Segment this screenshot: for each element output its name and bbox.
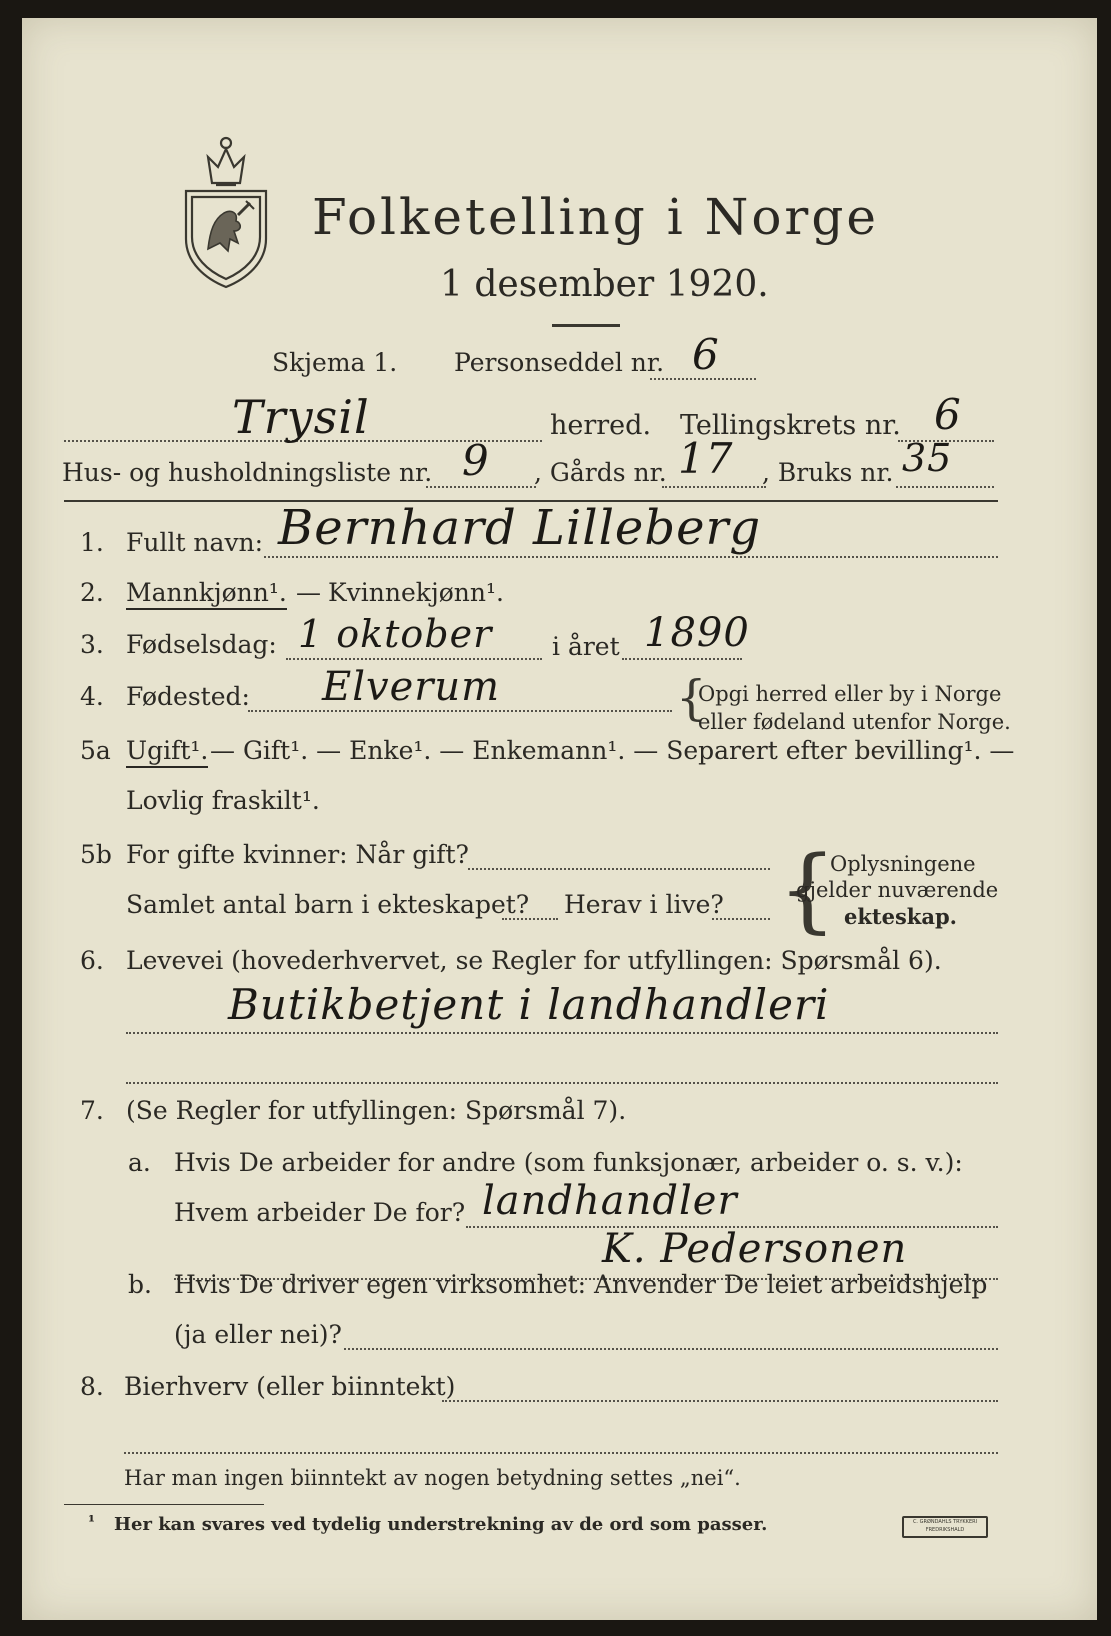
q4-note-brace: {: [676, 670, 707, 726]
schema-label: Skjema 1.: [272, 348, 398, 377]
q3-number: 3.: [80, 630, 104, 659]
q5b-note1: Oplysningene: [830, 852, 976, 876]
form-date: 1 desember 1920.: [440, 264, 769, 305]
q5a-number: 5a: [80, 736, 111, 765]
q7a-line2: Hvem arbeider De for?: [174, 1198, 466, 1227]
q8-dotline-1: [442, 1400, 998, 1402]
herred-value: Trysil: [232, 390, 370, 444]
q7-label: (Se Regler for utfyllingen: Spørsmål 7).: [126, 1096, 627, 1125]
employer-value-1: landhandler: [482, 1178, 738, 1224]
q5a-line2: Lovlig fraskilt¹.: [126, 786, 320, 815]
footnote-rule: [64, 1504, 264, 1505]
form-title: Folketelling i Norge: [312, 188, 879, 246]
bruks-dotline: [896, 486, 994, 488]
gards-dotline: [662, 486, 766, 488]
q4-number: 4.: [80, 682, 104, 711]
q6-number: 6.: [80, 946, 104, 975]
q2-female-option: Kvinnekjønn¹.: [328, 578, 504, 607]
q5b-line1: For gifte kvinner: Når gift?: [126, 840, 469, 869]
q2-male-option: Mannkjønn¹.: [126, 578, 287, 610]
q5b-note2: gjelder nuværende: [796, 878, 999, 902]
bruks-value: 35: [902, 436, 953, 480]
q7b-line2: (ja eller nei)?: [174, 1320, 342, 1349]
q8-label: Bierhverv (eller biinntekt): [124, 1372, 456, 1401]
q8-dotline-2: [124, 1452, 998, 1454]
personseddel-number: 6: [692, 330, 720, 379]
q3-label: Fødselsdag:: [126, 630, 277, 659]
q6-dotline-1: [126, 1032, 998, 1034]
q2-number: 2.: [80, 578, 104, 607]
tellingskrets-value: 6: [934, 390, 962, 439]
q4-label: Fødested:: [126, 682, 250, 711]
husliste-label: Hus- og husholdningsliste nr.: [62, 458, 433, 487]
tellingskrets-label: Tellingskrets nr.: [680, 410, 901, 441]
title-divider: [552, 324, 620, 327]
q1-dotline: [264, 556, 998, 558]
q5b-line2b: Herav i live?: [564, 890, 724, 919]
q4-note-line1: Opgi herred eller by i Norge: [698, 682, 1002, 706]
q5b-number: 5b: [80, 840, 112, 869]
birthday-value: 1 oktober: [298, 612, 493, 656]
q7b-line1: Hvis De driver egen virksomhet: Anvender De leiet arbeidshjelp: [174, 1270, 988, 1299]
census-form-sheet: [22, 18, 1097, 1620]
personseddel-label: Personseddel nr.: [454, 348, 665, 377]
q8-number: 8.: [80, 1372, 104, 1401]
q3-dotline: [286, 658, 542, 660]
q3-year-dotline: [622, 658, 742, 660]
q5b-note3: ekteskap.: [844, 904, 957, 929]
q1-label: Fullt navn:: [126, 528, 264, 557]
q6-label: Levevei (hovederhvervet, se Regler for utfyllingen: Spørsmål 6).: [126, 946, 942, 975]
gards-value: 17: [678, 434, 734, 483]
footnote-mark: ¹: [88, 1512, 96, 1531]
q5a-options: — Gift¹. — Enke¹. — Enkemann¹. — Separert efter bevilling¹. —: [210, 736, 1015, 765]
q2-separator: —: [296, 578, 321, 607]
full-name-value: Bernhard Lilleberg: [278, 500, 762, 556]
q7-number: 7.: [80, 1096, 104, 1125]
q5b-line2a: Samlet antal barn i ekteskapet?: [126, 890, 530, 919]
herred-label: herred.: [550, 410, 652, 441]
husliste-dotline: [426, 486, 536, 488]
q1-number: 1.: [80, 528, 104, 557]
q6-dotline-2: [126, 1082, 998, 1084]
footnote-text: Her kan svares ved tydelig understrekning av de ord som passer.: [114, 1514, 768, 1535]
employer-value-2: K. Pedersonen: [602, 1226, 908, 1272]
q3-year-label: i året: [552, 632, 620, 661]
q5b-married-dotline: [468, 868, 770, 870]
q7a-line1: Hvis De arbeider for andre (som funksjonær, arbeider o. s. v.):: [174, 1148, 963, 1177]
q4-dotline: [248, 710, 672, 712]
q5a-ugift-option: Ugift¹.: [126, 736, 208, 768]
q7b-dotline: [344, 1348, 998, 1350]
q7a-letter: a.: [128, 1148, 151, 1177]
q5b-children-dotline: [502, 918, 558, 920]
coat-of-arms-icon: [180, 131, 272, 289]
q5b-note-brace: {: [778, 836, 837, 943]
birthplace-value: Elverum: [322, 664, 501, 710]
printer-stamp: C. GRØNDAHLS TRYKKERI FREDRIKSHALD: [902, 1516, 988, 1538]
q4-note-line2: eller fødeland utenfor Norge.: [698, 710, 1011, 734]
bruks-label: , Bruks nr.: [762, 458, 894, 487]
gards-label: , Gårds nr.: [534, 458, 667, 487]
birth-year-value: 1890: [644, 610, 750, 656]
husliste-value: 9: [462, 436, 490, 485]
q7b-letter: b.: [128, 1270, 152, 1299]
q5b-alive-dotline: [712, 918, 770, 920]
note-nei: Har man ingen biinntekt av nogen betydning settes „nei“.: [124, 1466, 741, 1490]
occupation-value: Butikbetjent i landhandleri: [228, 980, 830, 1029]
